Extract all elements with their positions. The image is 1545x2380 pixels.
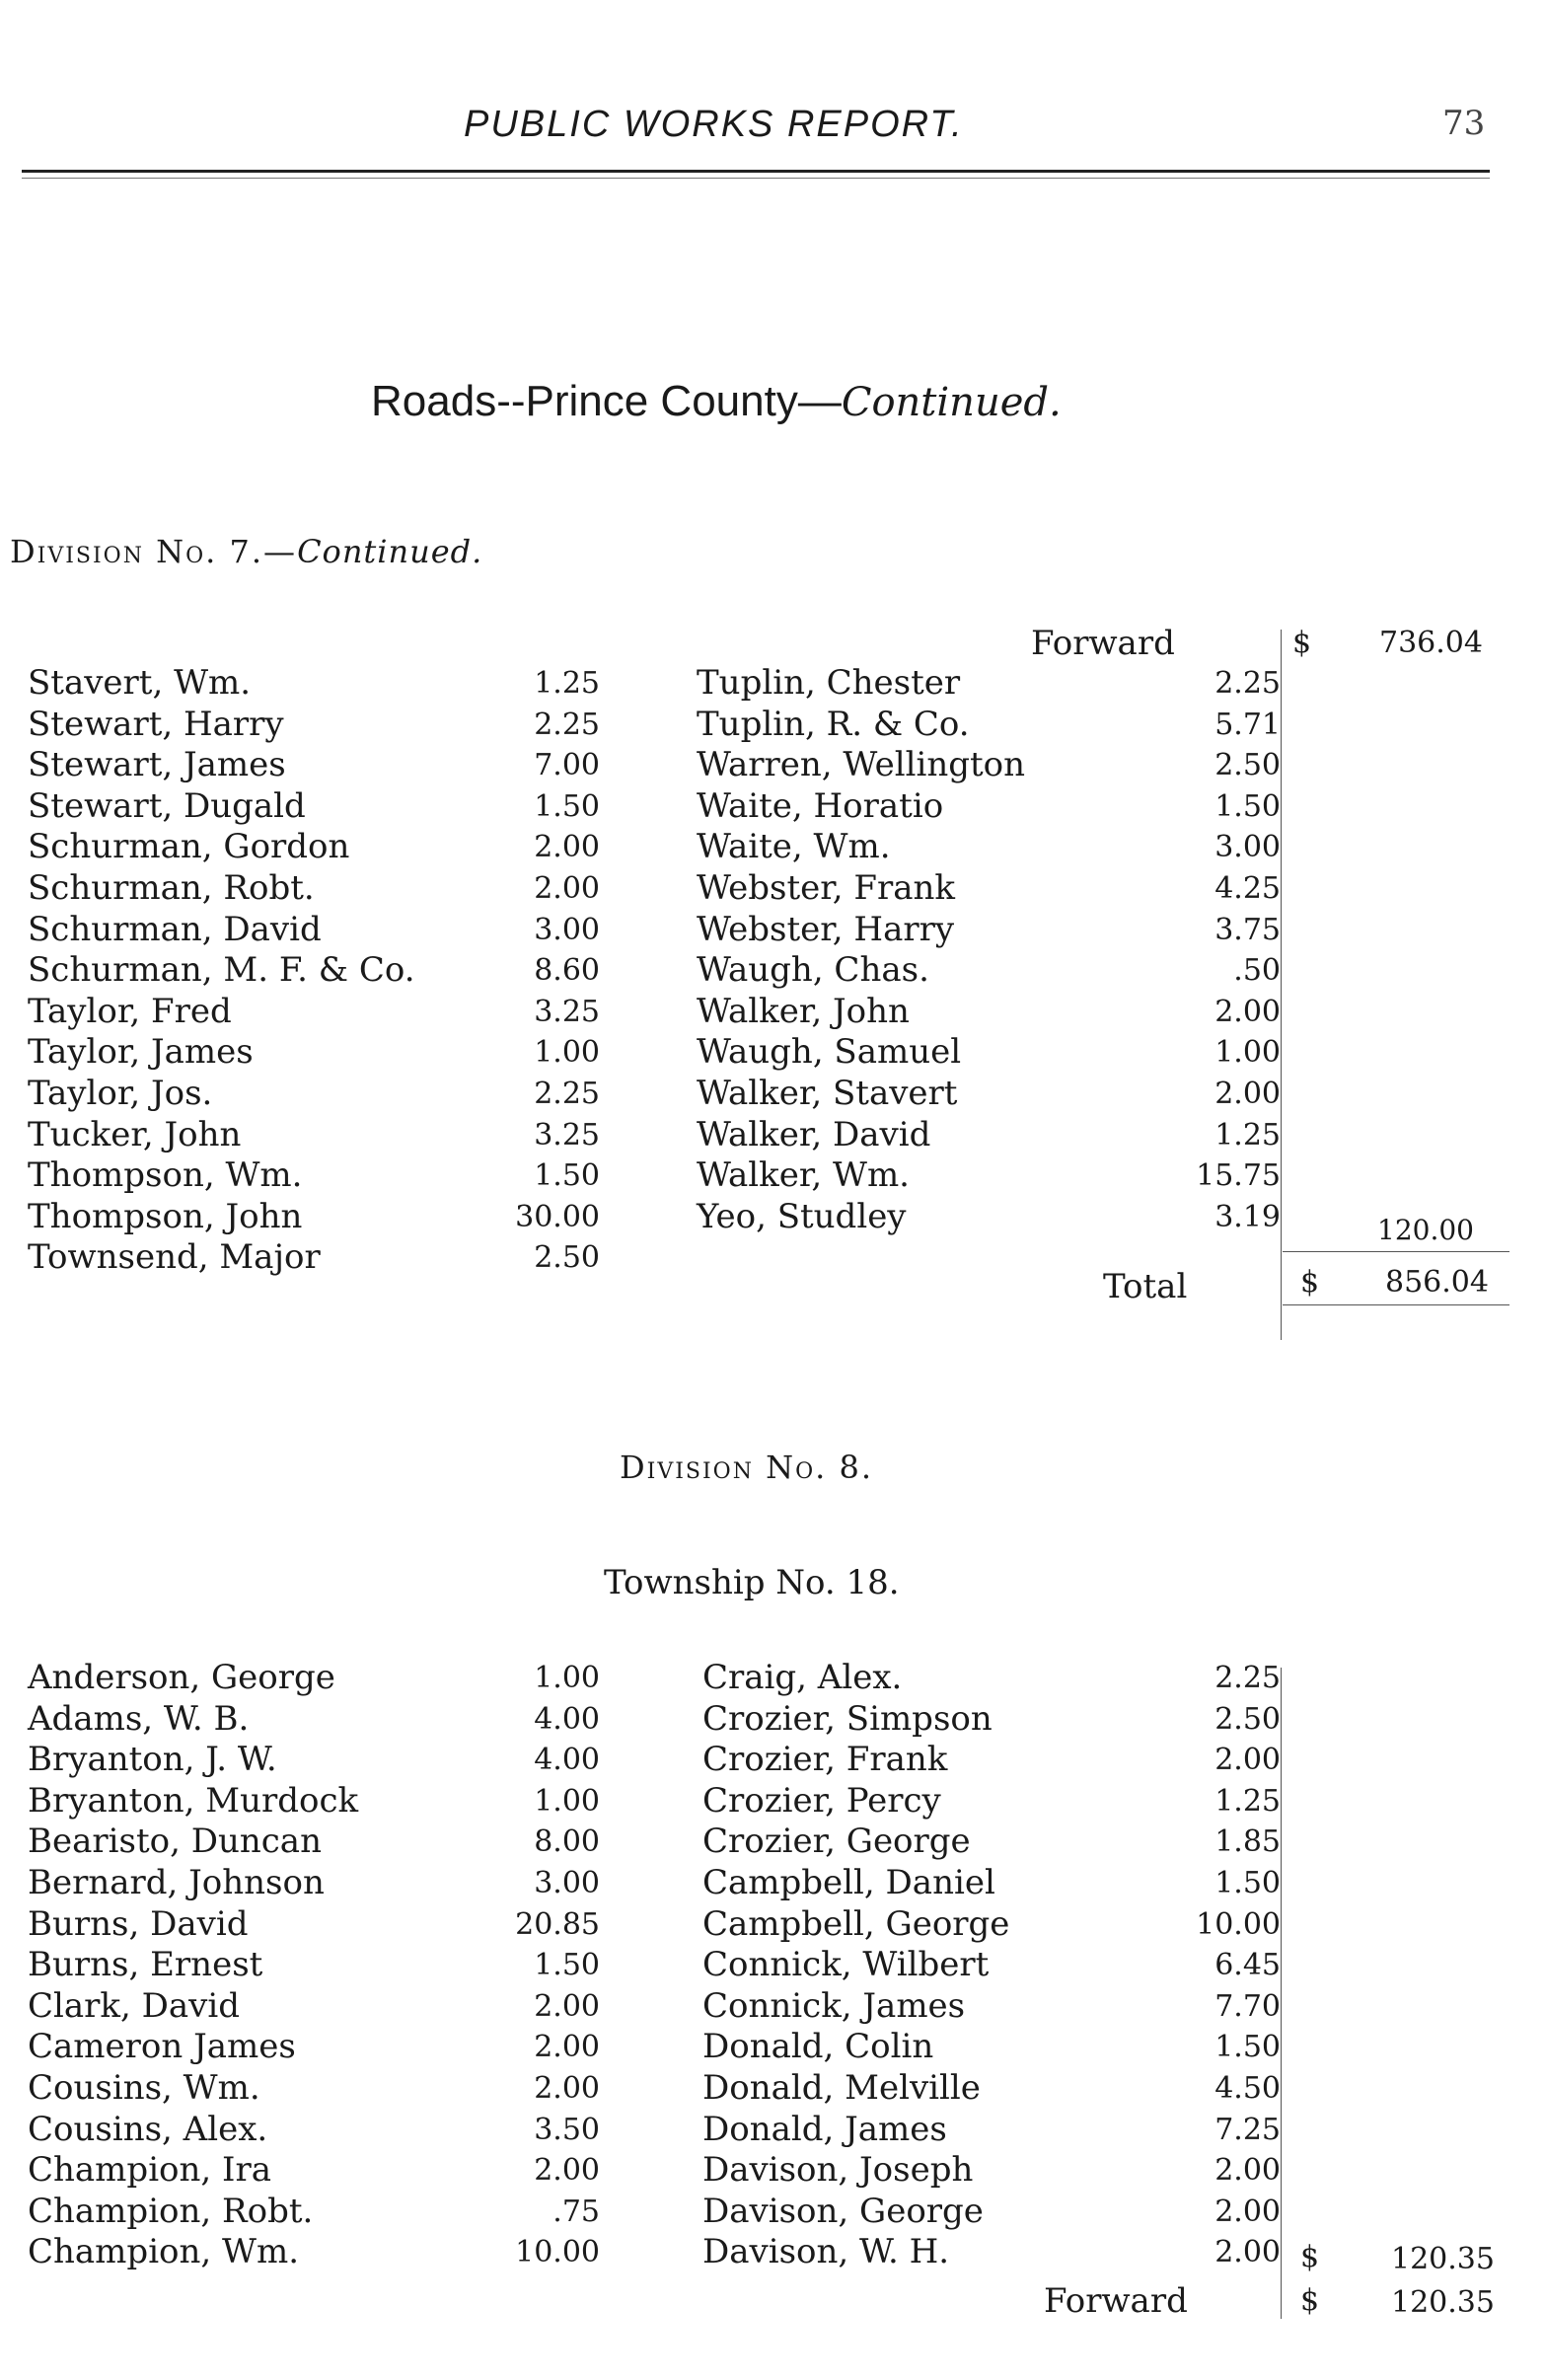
page-number: 73 bbox=[1442, 104, 1486, 143]
entry-name: Waite, Wm. bbox=[697, 827, 891, 867]
entry-name: Bryanton, J. W. bbox=[28, 1740, 277, 1780]
entry-name: Waugh, Chas. bbox=[697, 950, 929, 991]
column-rule-2 bbox=[1281, 1668, 1282, 2319]
entry-name: Cousins, Wm. bbox=[28, 2068, 260, 2108]
division-7-subtotal: 120.00 bbox=[1377, 1214, 1474, 1246]
entry-name: Donald, Colin bbox=[702, 2027, 934, 2067]
subtotal-currency: $ bbox=[1300, 2240, 1320, 2274]
forward-currency-bottom: $ bbox=[1300, 2283, 1320, 2318]
entry-amount: 1.50 bbox=[1214, 2030, 1281, 2065]
entry-name: Thompson, Wm. bbox=[28, 1155, 303, 1196]
division-7-heading bbox=[10, 533, 482, 570]
entry-amount: 10.00 bbox=[1196, 1906, 1281, 1942]
entry-amount: 2.00 bbox=[534, 1988, 600, 2024]
total-rule bbox=[1283, 1251, 1509, 1252]
entry-amount: 30.00 bbox=[515, 1199, 600, 1234]
entry-amount: 1.25 bbox=[534, 666, 600, 701]
entry-amount: 2.00 bbox=[1214, 2194, 1281, 2229]
entry-name: Tuplin, Chester bbox=[697, 663, 961, 703]
entry-amount: 2.50 bbox=[1214, 748, 1281, 783]
entry-amount: 3.19 bbox=[1214, 1199, 1281, 1234]
entry-name: Davison, W. H. bbox=[702, 2232, 950, 2272]
forward-currency: $ bbox=[1292, 626, 1312, 660]
entry-amount: 6.45 bbox=[1214, 1948, 1281, 1983]
entry-amount: 1.00 bbox=[534, 1783, 600, 1819]
entry-amount: 2.00 bbox=[534, 2071, 600, 2106]
entry-name: Stewart, Dugald bbox=[28, 785, 306, 826]
entry-name: Yeo, Studley bbox=[697, 1196, 907, 1236]
entry-name: Thompson, John bbox=[28, 1196, 303, 1236]
entry-amount: 7.70 bbox=[1214, 1988, 1281, 2024]
entry-amount: 8.60 bbox=[534, 953, 600, 989]
forward-amount: 736.04 bbox=[1379, 626, 1483, 660]
entry-name: Schurman, David bbox=[28, 909, 322, 949]
total-label: Total bbox=[1103, 1267, 1188, 1306]
entry-amount: 2.00 bbox=[1214, 1743, 1281, 1778]
entry-name: Clark, David bbox=[28, 1985, 241, 2026]
entry-name: Schurman, M. F. & Co. bbox=[28, 950, 415, 991]
entry-amount: 2.00 bbox=[1214, 994, 1281, 1029]
entry-name: Taylor, James bbox=[28, 1032, 254, 1073]
entry-amount: 3.50 bbox=[534, 2112, 600, 2147]
entry-name: Schurman, Gordon bbox=[28, 827, 350, 867]
entry-amount: 3.75 bbox=[1214, 912, 1281, 947]
entry-amount: 3.25 bbox=[534, 1117, 600, 1153]
entry-amount: 2.25 bbox=[534, 707, 600, 742]
entry-name: Adams, W. B. bbox=[28, 1698, 250, 1739]
entry-amount: 2.00 bbox=[534, 830, 600, 865]
entry-name: Townsend, Major bbox=[28, 1237, 321, 1278]
entry-amount: 20.85 bbox=[515, 1906, 600, 1942]
entry-amount: 7.25 bbox=[1214, 2112, 1281, 2147]
entry-name: Walker, David bbox=[697, 1114, 931, 1154]
entry-name: Connick, James bbox=[702, 1985, 966, 2026]
forward-amount-bottom: 120.35 bbox=[1391, 2285, 1495, 2320]
entry-name: Bryanton, Murdock bbox=[28, 1780, 359, 1821]
entry-amount: 2.00 bbox=[534, 2153, 600, 2189]
entry-amount: 4.50 bbox=[1214, 2071, 1281, 2106]
column-rule bbox=[1281, 630, 1282, 1340]
header-rule-thin bbox=[22, 178, 1490, 179]
entry-name: Champion, Ira bbox=[28, 2150, 271, 2191]
entry-name: Davison, Joseph bbox=[702, 2150, 974, 2191]
entry-name: Waite, Horatio bbox=[697, 785, 944, 826]
entry-amount: 1.85 bbox=[1214, 1824, 1281, 1860]
entry-name: Stavert, Wm. bbox=[28, 663, 252, 703]
entry-name: Burns, David bbox=[28, 1903, 249, 1944]
entry-name: Champion, Wm. bbox=[28, 2232, 300, 2272]
entry-name: Webster, Frank bbox=[697, 868, 956, 908]
entry-name: Crozier, George bbox=[702, 1822, 971, 1862]
header-rule bbox=[22, 170, 1490, 173]
entry-name: Donald, James bbox=[702, 2109, 947, 2149]
township-heading: Township No. 18. bbox=[604, 1563, 900, 1602]
division-8-heading: Division No. 8. bbox=[620, 1449, 874, 1486]
entry-name: Tucker, John bbox=[28, 1114, 242, 1154]
running-header: PUBLIC WORKS REPORT. bbox=[464, 104, 964, 145]
entry-name: Anderson, George bbox=[28, 1658, 335, 1697]
entry-amount: 2.50 bbox=[1214, 1701, 1281, 1737]
entry-amount: .75 bbox=[552, 2194, 600, 2229]
entry-amount: 4.25 bbox=[1214, 871, 1281, 906]
entry-amount: 4.00 bbox=[534, 1743, 600, 1778]
entry-name: Burns, Ernest bbox=[28, 1945, 263, 1985]
entry-name: Connick, Wilbert bbox=[702, 1945, 990, 1985]
entry-amount: .50 bbox=[1233, 953, 1281, 989]
division-7-label: Division No. 7.— bbox=[10, 533, 298, 570]
entry-name: Tuplin, R. & Co. bbox=[697, 704, 970, 744]
entry-name: Stewart, James bbox=[28, 745, 286, 785]
total-amount: 856.04 bbox=[1385, 1265, 1489, 1300]
entry-name: Warren, Wellington bbox=[697, 745, 1026, 785]
entry-amount: 10.00 bbox=[515, 2235, 600, 2270]
entry-amount: 2.00 bbox=[534, 871, 600, 906]
entry-name: Donald, Melville bbox=[702, 2068, 981, 2108]
entry-amount: 8.00 bbox=[534, 1824, 600, 1860]
entry-amount: 3.00 bbox=[534, 912, 600, 947]
entry-amount: 2.25 bbox=[1214, 666, 1281, 701]
entry-name: Champion, Robt. bbox=[28, 2191, 314, 2231]
entry-amount: 2.00 bbox=[1214, 2235, 1281, 2270]
entry-name: Craig, Alex. bbox=[702, 1658, 903, 1697]
division-7-continued: Continued. bbox=[297, 533, 483, 570]
entry-amount: 1.50 bbox=[1214, 788, 1281, 824]
entry-name: Stewart, Harry bbox=[28, 704, 284, 744]
entry-amount: 1.50 bbox=[1214, 1866, 1281, 1900]
entry-name: Walker, John bbox=[697, 991, 910, 1031]
entry-name: Bearisto, Duncan bbox=[28, 1822, 322, 1862]
section-title bbox=[371, 377, 1062, 426]
entry-name: Crozier, Frank bbox=[702, 1740, 948, 1780]
entry-amount: 3.00 bbox=[534, 1866, 600, 1900]
entry-amount: 1.00 bbox=[534, 1661, 600, 1695]
total-underline bbox=[1283, 1304, 1509, 1305]
entry-name: Waugh, Samuel bbox=[697, 1032, 962, 1073]
entry-name: Taylor, Jos. bbox=[28, 1074, 213, 1113]
entry-amount: 3.00 bbox=[1214, 830, 1281, 865]
entry-name: Crozier, Percy bbox=[702, 1780, 941, 1821]
section-title-main: Roads--Prince County— bbox=[371, 377, 842, 425]
entry-name: Cousins, Alex. bbox=[28, 2109, 268, 2149]
entry-name: Webster, Harry bbox=[697, 909, 955, 949]
entry-name: Taylor, Fred bbox=[28, 991, 232, 1031]
entry-amount: 2.00 bbox=[1214, 2153, 1281, 2189]
entry-amount: 1.50 bbox=[534, 1158, 600, 1194]
total-currency: $ bbox=[1300, 1265, 1320, 1300]
entry-amount: 2.50 bbox=[534, 1240, 600, 1276]
entry-name: Crozier, Simpson bbox=[702, 1698, 993, 1739]
entry-amount: 1.25 bbox=[1214, 1783, 1281, 1819]
entry-amount: 15.75 bbox=[1196, 1158, 1281, 1194]
entry-name: Cameron James bbox=[28, 2027, 296, 2067]
entry-amount: 5.71 bbox=[1214, 707, 1281, 742]
forward-label-bottom: Forward bbox=[1044, 2281, 1188, 2321]
entry-name: Davison, George bbox=[702, 2191, 984, 2231]
division-8-subtotal: 120.35 bbox=[1391, 2242, 1495, 2276]
entry-amount: 2.25 bbox=[534, 1077, 600, 1111]
entry-name: Campbell, George bbox=[702, 1903, 1010, 1944]
entry-name: Schurman, Robt. bbox=[28, 868, 315, 908]
entry-amount: 1.00 bbox=[1214, 1035, 1281, 1071]
entry-amount: 2.00 bbox=[1214, 1077, 1281, 1111]
forward-label: Forward bbox=[1031, 624, 1175, 663]
entry-name: Campbell, Daniel bbox=[702, 1863, 995, 1902]
entry-amount: 2.25 bbox=[1214, 1661, 1281, 1695]
entry-amount: 7.00 bbox=[534, 748, 600, 783]
entry-amount: 2.00 bbox=[534, 2030, 600, 2065]
entry-name: Bernard, Johnson bbox=[28, 1863, 325, 1902]
entry-amount: 1.50 bbox=[534, 1948, 600, 1983]
entry-amount: 1.00 bbox=[534, 1035, 600, 1071]
entry-amount: 1.50 bbox=[534, 788, 600, 824]
entry-name: Walker, Wm. bbox=[697, 1155, 910, 1196]
entry-amount: 3.25 bbox=[534, 994, 600, 1029]
entry-name: Walker, Stavert bbox=[697, 1074, 958, 1113]
entry-amount: 4.00 bbox=[534, 1701, 600, 1737]
section-title-continued: Continued. bbox=[841, 380, 1062, 425]
entry-amount: 1.25 bbox=[1214, 1117, 1281, 1153]
